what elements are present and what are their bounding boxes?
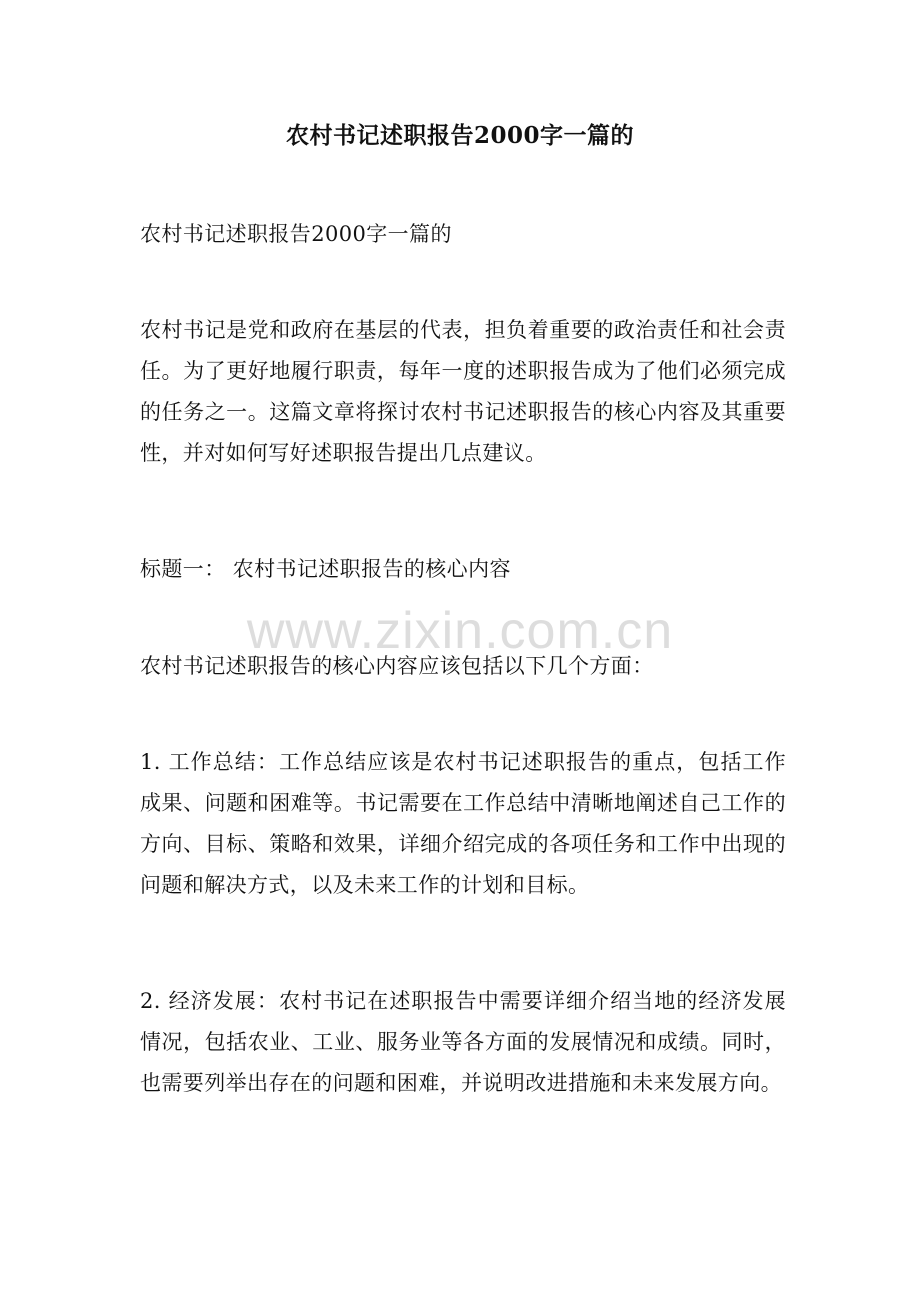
watermark: www.zixin.com.cn — [246, 602, 674, 660]
document-subtitle: 农村书记述职报告2000字一篇的 — [140, 222, 452, 246]
intro-paragraph: 农村书记是党和政府在基层的代表，担负着重要的政治责任和社会责任。为了更好地履行职责，每年一度的述职报告成为了他们必须完成的任务之一。这篇文章将探讨农村书记述职报告的核心内容及其重要性，并对如何写好述职报告提出几点建议。 — [140, 318, 786, 465]
list-item-work-summary: 1. 工作总结：工作总结应该是农村书记述职报告的重点，包括工作成果、问题和困难等。书记需要在工作总结中清晰地阐述自己工作的方向、目标、策略和效果，详细介绍完成的各项任务和工作中出现的问题和解决方式，以及未来工作的计划和目标。 — [140, 750, 786, 897]
list-item-economic-development: 2. 经济发展：农村书记在述职报告中需要详细介绍当地的经济发展情况，包括农业、工业、服务业等各方面的发展情况和成绩。同时，也需要列举出存在的问题和困难，并说明改进措施和未来发展方向。 — [140, 989, 786, 1095]
section-heading: 标题一： 农村书记述职报告的核心内容 — [140, 557, 511, 581]
document-title: 农村书记述职报告2000字一篇的 — [285, 122, 634, 149]
lead-paragraph: 农村书记述职报告的核心内容应该包括以下几个方面： — [140, 654, 654, 678]
